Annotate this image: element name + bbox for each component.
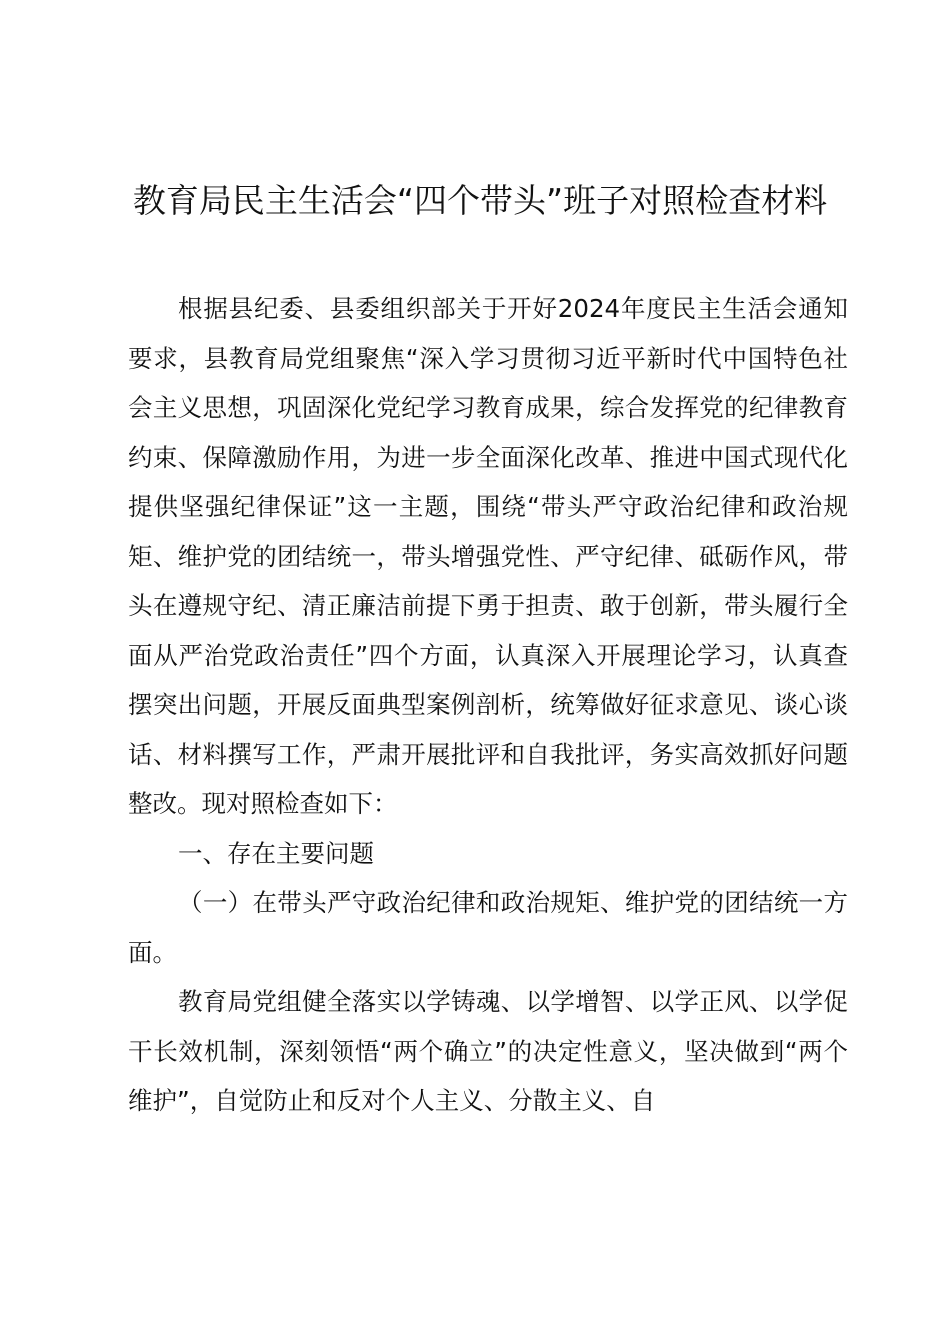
body-paragraph: 教育局党组健全落实以学铸魂、以学增智、以学正风、以学促干长效机制，深刻领悟“两个确立”的决定性意义，坚决做到“两个维护”，自觉防止和反对个人主义、分散主义、自 (128, 987, 848, 1115)
section-heading: 一、存在主要问题 (178, 838, 374, 868)
document-body (128, 284, 848, 1126)
intro-paragraph: 根据县纪委、县委组织部关于开好2024年度民主生活会通知要求，县教育局党组聚焦“深入学习贯彻习近平新时代中国特色社会主义思想，巩固深化党纪学习教育成果，综合发挥党的纪律教育约束、保障激励作用，为进一步全面深化改革、推进中国式现代化提供坚强纪律保证”这一主题，围绕“带头严守政治纪律和政治规矩、维护党的团结统一，带头增强党性、严守纪律、砥砺作风，带头在遵规守纪、清正廉洁前提下勇于担责、敢于创新，带头履行全面从严治党政治责任”四个方面，认真深入开展理论学习，认真查摆突出问题，开展反面典型案例剖析，统筹做好征求意见、谈心谈话、材料撰写工作，严肃开展批评和自我批评，务实高效抓好问题整改。现对照检查如下： (128, 294, 848, 818)
subsection-heading: （一）在带头严守政治纪律和政治规矩、维护党的团结统一方面。 (128, 888, 848, 967)
document-title: 教育局民主生活会“四个带头”班子对照检查材料 (132, 181, 828, 220)
